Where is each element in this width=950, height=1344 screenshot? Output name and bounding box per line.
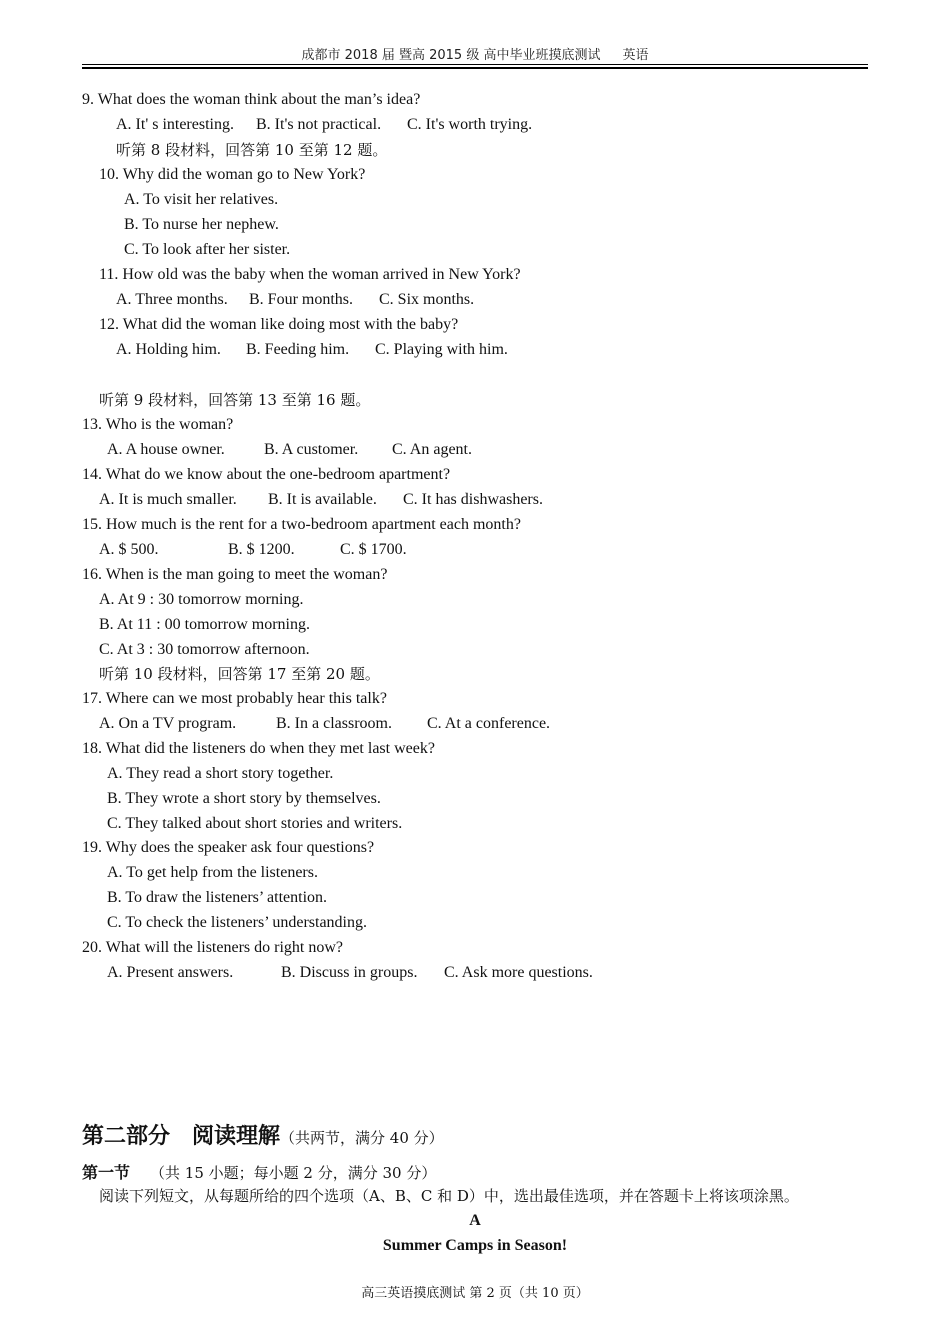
question-stem: 16. When is the man going to meet the woman? [82, 566, 388, 583]
question-stem: 13. Who is the woman? [82, 416, 234, 433]
option: B. They wrote a short story by themselves. [107, 790, 381, 807]
question-stem: 15. How much is the rent for a two-bedroom apartment each month? [82, 516, 521, 533]
header-subject: 英语 [622, 48, 649, 63]
option: B. It is available. [268, 491, 377, 508]
option: B. Feeding him. [246, 341, 350, 358]
question-stem: 11. How old was the baby when the woman arrived in New York? [99, 266, 521, 283]
option: C. Six months. [379, 291, 475, 308]
option: C. They talked about short stories and writers. [107, 815, 403, 832]
option: B. A customer. [264, 441, 359, 458]
option: A. A house owner. [107, 441, 225, 458]
section-one-heading: 第一节 [82, 1163, 131, 1182]
option: A. They read a short story together. [107, 765, 334, 782]
option: C. To check the listeners’ understanding. [107, 914, 367, 931]
question-stem: 9. What does the woman think about the man’s idea? [82, 91, 421, 108]
option: C. It has dishwashers. [403, 491, 543, 508]
option: B. In a classroom. [276, 715, 392, 732]
option: A. It' s interesting. [116, 116, 234, 133]
question-stem: 12. What did the woman like doing most with the baby? [99, 316, 459, 333]
part-two-heading: 第二部分 阅读理解 [82, 1124, 281, 1149]
option: A. At 9 : 30 tomorrow morning. [99, 591, 304, 608]
question-stem: 18. What did the listeners do when they met last week? [82, 740, 435, 757]
page-footer: 高三英语摸底测试 第 2 页（共 10 页） [361, 1286, 589, 1301]
option: B. At 11 : 00 tomorrow morning. [99, 616, 310, 633]
option: C. An agent. [392, 441, 472, 458]
option: B. Four months. [249, 291, 354, 308]
question-stem: 17. Where can we most probably hear this talk? [82, 690, 387, 707]
option: C. $ 1700. [340, 541, 407, 558]
material-instruction: 听第 9 段材料，回答第 13 至第 16 题。 [99, 391, 371, 409]
option: A. To get help from the listeners. [107, 864, 318, 881]
option: A. Holding him. [116, 341, 221, 358]
page-header [0, 44, 950, 63]
part-two-note: （共两节，满分 40 分） [280, 1129, 444, 1147]
option: B. $ 1200. [228, 541, 295, 558]
reading-directions: 阅读下列短文，从每题所给的四个选项（A、B、C 和 D）中，选出最佳选项，并在答题卡上将该项涂黑。 [99, 1187, 799, 1205]
option: A. It is much smaller. [99, 491, 237, 508]
option: C. Playing with him. [375, 341, 508, 358]
option: A. Present answers. [107, 964, 234, 981]
header-exam-title: 成都市 2018 届 暨高 2015 级 高中毕业班摸底测试 [301, 48, 601, 63]
passage-title: Summer Camps in Season! [382, 1237, 568, 1254]
material-instruction: 听第 10 段材料，回答第 17 至第 20 题。 [99, 665, 380, 683]
header-rule-thin [82, 64, 868, 65]
option: A. Three months. [116, 291, 228, 308]
option: C. At 3 : 30 tomorrow afternoon. [99, 641, 310, 658]
question-stem: 14. What do we know about the one-bedroom apartment? [82, 466, 451, 483]
section-one-title [82, 1160, 436, 1183]
option: A. On a TV program. [99, 715, 237, 732]
option: B. To nurse her nephew. [124, 216, 279, 233]
option: B. To draw the listeners’ attention. [107, 889, 328, 906]
option: B. Discuss in groups. [281, 964, 418, 981]
section-one-note: （共 15 小题；每小题 2 分，满分 30 分） [150, 1164, 437, 1182]
option: C. Ask more questions. [444, 964, 593, 981]
question-stem: 20. What will the listeners do right now? [82, 939, 343, 956]
option: A. To visit her relatives. [124, 191, 279, 208]
material-instruction: 听第 8 段材料，回答第 10 至第 12 题。 [116, 141, 388, 159]
option: C. At a conference. [427, 715, 551, 732]
question-stem: 10. Why did the woman go to New York? [99, 166, 366, 183]
option: C. To look after her sister. [124, 241, 291, 258]
question-stem: 19. Why does the speaker ask four questions? [82, 839, 375, 856]
header-rule-thick [82, 67, 868, 69]
part-two-title [82, 1119, 444, 1150]
passage-letter: A [469, 1212, 481, 1229]
option: C. It's worth trying. [407, 116, 533, 133]
option: B. It's not practical. [256, 116, 382, 133]
option: A. $ 500. [99, 541, 159, 558]
